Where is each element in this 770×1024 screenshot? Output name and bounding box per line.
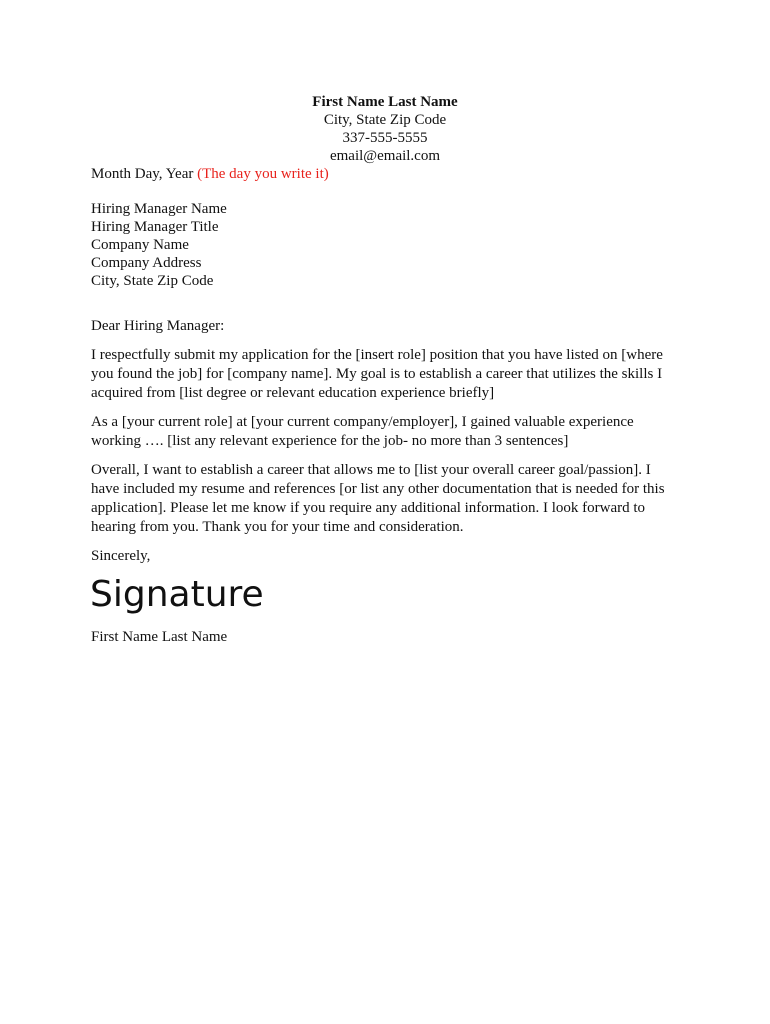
sender-city-state-zip: City, State Zip Code [323,112,447,128]
date-line [91,165,681,183]
signed-name: First Name Last Name [91,629,228,645]
paragraph-1 [91,346,681,403]
salutation: Dear Hiring Manager: [91,318,225,334]
paragraph-line: application]. Please let me know if you require any additional information. I look forward to [91,500,646,516]
sender-phone: 337-555-5555 [342,130,428,146]
paragraph-2 [91,413,681,451]
recipient-block [91,200,681,290]
paragraph-line: As a [your current role] at [your current company/employer], I gained valuable experience [91,414,634,430]
recipient-company: Company Name [91,237,189,253]
paragraph-line: working …. [list any relevant experience for the job- no more than 3 sentences] [91,433,569,449]
paragraph-3 [91,461,681,537]
recipient-title: Hiring Manager Title [91,219,219,235]
paragraph-line: acquired from [list degree or relevant education experience briefly] [91,385,495,401]
paragraph-line: I respectfully submit my application for the [insert role] position that you have listed on [where [91,347,663,363]
sender-email: email@email.com [329,148,441,164]
paragraph-line: you found the job] for [company name]. My goal is to establish a career that utilizes the skills I [91,366,663,382]
paragraph-line: have included my resume and references [or list any other documentation that is needed for this [91,481,665,497]
closing: Sincerely, [91,548,151,564]
sender-name: First Name Last Name [312,94,458,110]
recipient-city-state-zip: City, State Zip Code [91,273,214,289]
date-note: (The day you write it) [197,166,329,182]
recipient-address: Company Address [91,255,202,271]
date-text: Month Day, Year [91,166,194,182]
recipient-name: Hiring Manager Name [91,201,227,217]
signature: Signature [90,574,264,615]
paragraph-line: hearing from you. Thank you for your time and consideration. [91,519,464,535]
sender-header [0,93,770,165]
paragraph-line: Overall, I want to establish a career that allows me to [list your overall career goal/passion]. I [91,462,651,478]
